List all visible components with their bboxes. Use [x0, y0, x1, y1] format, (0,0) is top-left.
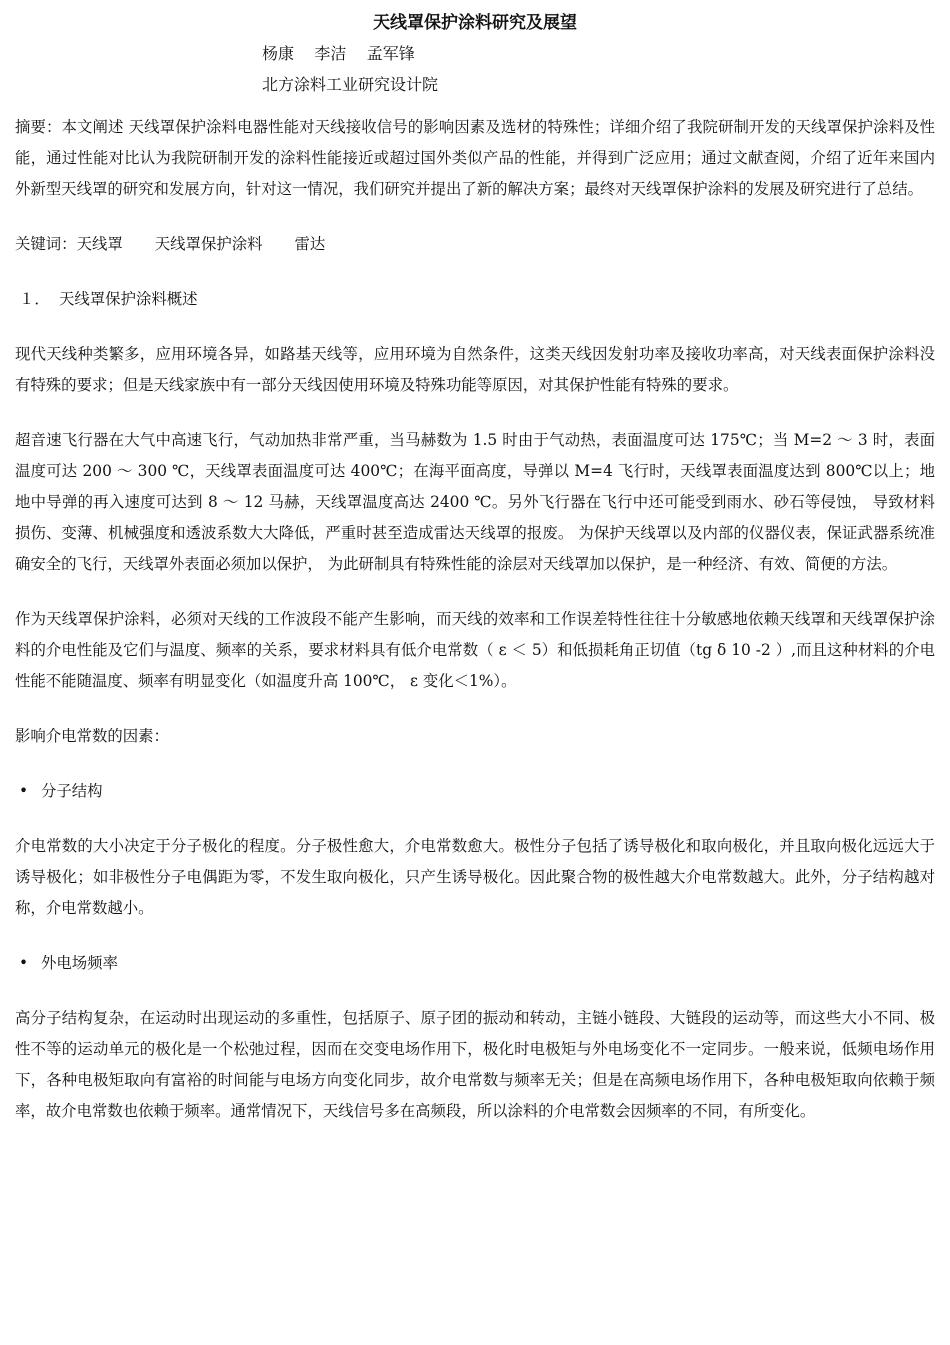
author-affiliation: 北方涂料工业研究设计院: [262, 75, 439, 94]
bullet-icon: •: [19, 954, 29, 972]
bullet-icon: •: [19, 782, 29, 800]
body-paragraph: 现代天线种类繁多，应用环境各异，如路基天线等，应用环境为自然条件，这类天线因发射功率及接收功率高，对天线表面保护涂料没有特殊的要求；但是天线家族中有一部分天线因使用环境及特殊功能等原因，对其保护性能有特殊的要求。: [15, 345, 935, 394]
keyword-term: 雷达: [294, 235, 326, 253]
keyword-term: 天线罩保护涂料: [154, 235, 263, 253]
bullet-text: 外电场频率: [41, 954, 118, 972]
document-body: [15, 112, 935, 1151]
bullet-item: [15, 776, 935, 807]
body-paragraph: 高分子结构复杂，在运动时出现运动的多重性，包括原子、原子团的振动和转动，主链小链段、大链段的运动等，而这些大小不同、极性不等的运动单元的极化是一个松弛过程，因而在交变电场作用下，极化时电极矩与外电场变化不一定同步。一般来说，低频电场作用下，各种电极矩取向有富裕的时间能与电场方向变化同步，故介电常数与频率无关；但是在高频电场作用下，各种电极矩取向依赖于频率，故介电常数也依赖于频率。通常情况下，天线信号多在高频段，所以涂料的介电常数会因频率的不同，有所变化。: [15, 1009, 935, 1120]
body-paragraph: 超音速飞行器在大气中高速飞行，气动加热非常严重，当马赫数为 1.5 时由于气动热，表面温度可达 175℃；当 M=2 ～ 3 时，表面温度可达 200 ～ 300 ℃，天线罩表面温度可达 400℃；在海平面高度，导弹以 M=4 飞行时，天线罩表面温度达到 800℃以上；地地中导弹的再入速度可达到 8 ～ 12 马赫，天线罩温度高达 2400 ℃。另外飞行器在飞行中还可能受到雨水、砂石等侵蚀， 导致材料损伤、变薄、机械强度和透波系数大大降低，严重时甚至造成雷达天线罩的报废。 为保护天线罩以及内部的仪器仪表，保证武器系统准确安全的飞行，天线罩外表面必须加以保护， 为此研制具有特殊性能的涂层对天线罩加以保护，是一种经济、有效、简便的方法。: [15, 431, 935, 573]
abstract-paragraph: 摘要：本文阐述 天线罩保护涂料电器性能对天线接收信号的影响因素及选材的特殊性；详细介绍了我院研制开发的天线罩保护涂料及性能，通过性能对比认为我院研制开发的涂料性能接近或超过国外类似产品的性能，并得到广泛应用；通过文献查阅，介绍了近年来国内外新型天线罩的研究和发展方向，针对这一情况，我们研究并提出了新的解决方案；最终对天线罩保护涂料的发展及研究进行了总结。: [15, 118, 935, 198]
bullet-item: [15, 948, 935, 979]
keywords-label: 关键词：: [15, 235, 77, 253]
keyword-term: 天线罩: [76, 235, 123, 253]
keywords-line: [15, 229, 935, 260]
bullet-text: 分子结构: [41, 782, 103, 800]
document-title: 天线罩保护涂料研究及展望: [373, 13, 577, 33]
section-heading-text: 天线罩保护涂料概述: [59, 290, 198, 308]
body-paragraph: 影响介电常数的因素：: [15, 727, 169, 745]
body-paragraph: 介电常数的大小决定于分子极化的程度。分子极性愈大，介电常数愈大。极性分子包括了诱导极化和取向极化，并且取向极化远远大于诱导极化；如非极性分子电偶距为零，不发生取向极化，只产生诱导极化。因此聚合物的极性越大介电常数越大。此外，分子结构越对称，介电常数越小。: [15, 837, 935, 917]
author-list: 杨康 李洁 孟军锋: [262, 44, 415, 63]
body-paragraph: 作为天线罩保护涂料，必须对天线的工作波段不能产生影响，而天线的效率和工作误差特性往往十分敏感地依赖天线罩和天线罩保护涂料的介电性能及它们与温度、频率的关系，要求材料具有低介电常数（ ε ＜ 5）和低损耗角正切值（tg δ 10 -2 ）,而且这种材料的介电性能不能随温度、频率有明显变化（如温度升高 100℃， ε 变化＜1%）。: [15, 610, 935, 690]
section-heading: [15, 284, 935, 315]
section-number: １．: [19, 290, 50, 308]
